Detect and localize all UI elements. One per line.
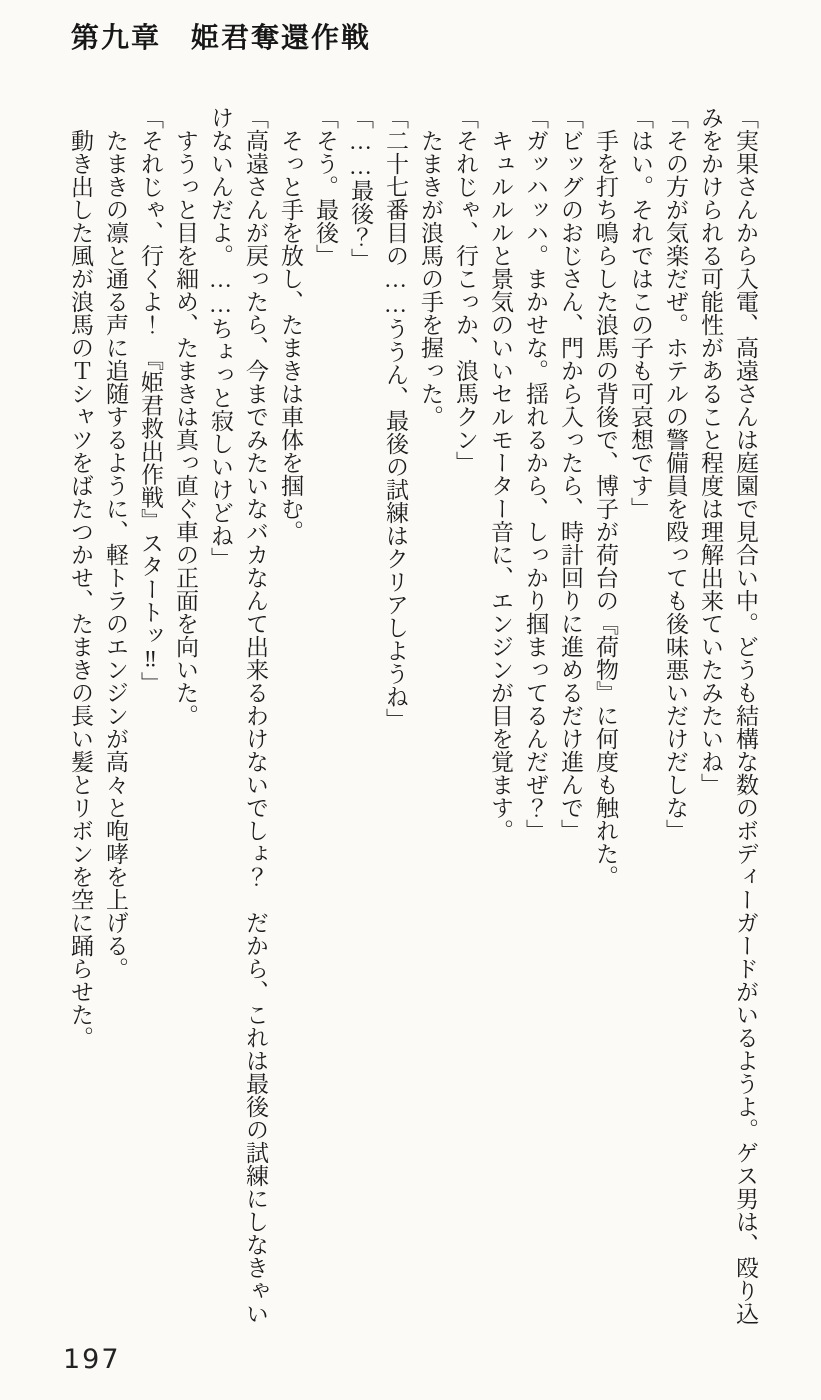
paragraph: 「その方が気楽だぜ。ホテルの警備員を殴っても後味悪いだけだしな」 [663, 106, 688, 842]
paragraph: そっと手を放し、たまきは車体を掴む。 [278, 106, 303, 543]
paragraph: 「……最後？」 [348, 106, 373, 271]
chapter-heading: 第九章 姫君奪還作戦 [71, 23, 372, 54]
paragraph: 「実果さんから入電、高遠さんは庭園で見合い中。どうも結構な数のボディーガードがいるようよ。ゲス男は、殴り込みをかけられる可能性があること程度は理解出来ていたみたいね」 [698, 106, 758, 1325]
paragraph: たまきの凛と通る声に追随するように、軽トラのエンジンが高々と咆哮を上げる。 [103, 106, 128, 980]
paragraph: 「高遠さんが戻ったら、今までみたいなバカなんて出来るわけないでしょ？ だから、これは最後の試練にしなきゃいけないんだよ。……ちょっと寂しいけどね」 [208, 106, 268, 1325]
paragraph: たまきが浪馬の手を握った。 [418, 106, 443, 428]
paragraph: 「ビッグのおじさん、門から入ったら、時計回りに進めるだけ進んで」 [558, 106, 583, 842]
paragraph: 「そう。最後」 [313, 106, 338, 267]
paragraph: 「それじゃ、行くよ！ 『姫君救出作戦』スタートッ‼」 [138, 106, 163, 695]
paragraph: 手を打ち鳴らした浪馬の背後で、博子が荷台の『荷物』に何度も触れた。 [593, 106, 618, 888]
paragraph: 「それじゃ、行こっか、浪馬クン」 [453, 106, 478, 474]
paragraph: 「はい。それではこの子も可哀想です」 [628, 106, 653, 520]
page-number: 197 [63, 1344, 121, 1375]
paragraph: キュルルルと景気のいいセルモーター音に、エンジンが目を覚ます。 [488, 106, 513, 842]
paragraph: 動き出した風が浪馬のＴシャツをばたつかせ、たまきの長い髪とリボンを空に踊らせた。 [68, 106, 93, 1049]
main-text [63, 106, 763, 1330]
paragraph: 「二十七番目の……ううん、最後の試練はクリアしようね」 [383, 106, 408, 731]
paragraph: すうっと目を細め、たまきは真っ直ぐ車の正面を向いた。 [173, 106, 198, 727]
paragraph: 「ガッハッハ。まかせな。揺れるから、しっかり掴まってるんだぜ？」 [523, 106, 548, 842]
